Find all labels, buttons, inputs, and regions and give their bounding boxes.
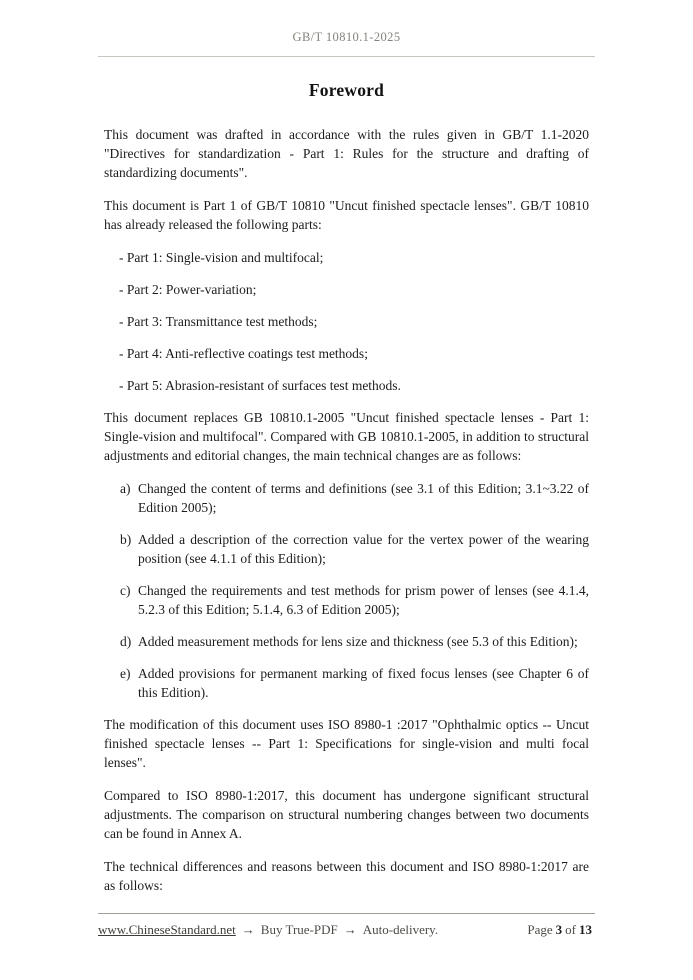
item-marker-a: a) [120, 481, 131, 496]
paragraph-replaces: This document replaces GB 10810.1-2005 "Uncut finished spectacle lenses - Part 1: Single-vision and multifocal". Compared with GB 10810.1-2005, in addition to structural adjustments and editorial changes, the main technical changes are as follows: [104, 410, 589, 463]
change-item-c [104, 581, 589, 619]
list-item-part-4: - Part 4: Anti-reflective coatings test methods; [119, 346, 368, 361]
list-item-part-3: - Part 3: Transmittance test methods; [119, 314, 318, 329]
item-text-a: Changed the content of terms and definitions (see 3.1 of this Edition; 3.1~3.22 of Edition 2005); [138, 481, 589, 515]
document-number: GB/T 10810.1-2025 [292, 30, 401, 44]
page-number: 3 [555, 922, 563, 937]
footer-buy-text: Buy True-PDF [260, 922, 338, 937]
paragraph-modification: The modification of this document uses ISO 8980-1 :2017 "Ophthalmic optics -- Uncut finished spectacle lenses -- Part 1: Specifications for single-vision and multi focal lenses". [104, 717, 589, 770]
item-marker-b: b) [120, 532, 132, 547]
list-item-part-2: - Part 2: Power-variation; [119, 282, 257, 297]
page-footer [98, 913, 595, 938]
item-text-d: Added measurement methods for lens size and thickness (see 5.3 of this Edition); [138, 634, 578, 649]
site-link[interactable]: www.ChineseStandard.net [98, 922, 236, 937]
item-marker-c: c) [120, 583, 131, 598]
of-label: of [565, 922, 576, 937]
paragraph-parts-intro: This document is Part 1 of GB/T 10810 "Uncut finished spectacle lenses". GB/T 10810 has already released the following parts: [104, 198, 589, 232]
paragraph-drafting-rules: This document was drafted in accordance with the rules given in GB/T 1.1-2020 "Directives for standardization - Part 1: Rules for the structure and drafting of standardizing documents". [104, 127, 589, 180]
total-pages: 13 [579, 922, 592, 937]
page-label: Page [527, 922, 553, 937]
page-header [98, 30, 595, 57]
arrow-icon: → [241, 922, 255, 937]
item-marker-e: e) [120, 666, 131, 681]
list-item-part-1: - Part 1: Single-vision and multifocal; [119, 250, 324, 265]
change-item-b [104, 530, 589, 568]
change-item-e [104, 664, 589, 702]
page-title: Foreword [308, 80, 385, 100]
paragraph-compared: Compared to ISO 8980-1:2017, this document has undergone significant structural adjustments. The comparison on structural numbering changes between two documents can be found in Annex A. [104, 788, 589, 841]
arrow-icon: → [343, 922, 357, 937]
paragraph-technical-differences: The technical differences and reasons between this document and ISO 8980-1:2017 are as follows: [104, 859, 589, 893]
change-item-d [104, 632, 589, 651]
change-item-a [104, 479, 589, 517]
item-text-c: Changed the requirements and test methods for prism power of lenses (see 4.1.4, 5.2.3 of this Edition; 5.1.4, 6.3 of Edition 2005); [138, 583, 589, 617]
footer-delivery-text: Auto-delivery. [362, 922, 439, 937]
item-text-e: Added provisions for permanent marking of fixed focus lenses (see Chapter 6 of this Edition). [138, 666, 589, 700]
list-item-part-5: - Part 5: Abrasion-resistant of surfaces test methods. [119, 378, 401, 393]
page-indicator [527, 922, 595, 938]
item-marker-d: d) [120, 634, 132, 649]
footer-left [98, 922, 438, 938]
item-text-b: Added a description of the correction value for the vertex power of the wearing position (see 4.1.1 of this Edition); [138, 532, 589, 566]
